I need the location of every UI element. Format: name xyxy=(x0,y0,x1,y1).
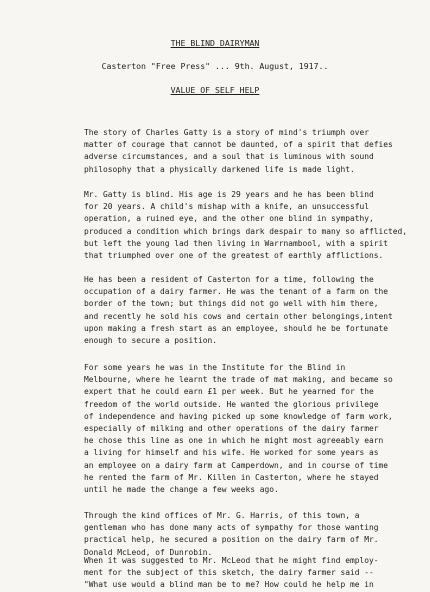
text-line: produced a condition which brings dark despair to many so afflicted, xyxy=(84,226,408,236)
text-line: practical help, he secured a position on the dairy farm of Mr. xyxy=(84,535,379,545)
text-line: occupation of a dairy farmer. He was the tenant of a farm on the xyxy=(84,287,389,297)
text-line: of independence and having picked up some knowledge of farm work, xyxy=(84,411,393,421)
text-line: The story of Charles Gatty is a story of mind's triumph over xyxy=(84,128,370,137)
paragraph-5 xyxy=(84,510,400,559)
text-line: but left the young lad then living in Warrnambool, with a spirit xyxy=(84,238,389,248)
text-line: operation, a ruined eye, and the other one blind in sympathy, xyxy=(84,214,374,224)
text-line: enough to secure a position. xyxy=(84,335,218,345)
text-line: for 20 years. A child's mishap with a knife, an unsuccessful xyxy=(84,202,370,212)
text-line: adverse circumstances, and a soul that is luminous with sound xyxy=(84,152,374,162)
text-line: a living for himself and his wife. He worked for some years as xyxy=(84,448,379,458)
text-line: upon making a fresh start as an employee, should he be fortunate xyxy=(84,323,389,333)
source-line: Casterton "Free Press" ... 9th. August, 1917.. xyxy=(101,61,329,71)
paragraph-1 xyxy=(84,127,400,176)
text-line: gentleman who has done many acts of sympathy for those wanting xyxy=(84,523,379,533)
text-line: philosophy that a physically darkened life is made light. xyxy=(84,164,355,174)
paragraph-6 xyxy=(84,555,400,592)
text-line: he chose this line as one in which he might most agreeably earn xyxy=(84,436,384,446)
text-line: that triumphed over one of the greatest of earthly afflictions. xyxy=(84,250,384,260)
text-line: "What use would a blind man be to me? How could he help me in xyxy=(84,580,374,590)
document-title: THE BLIND DAIRYMAN xyxy=(170,38,260,48)
text-line: ment for the subject of this sketch, the dairy farmer said -- xyxy=(84,568,374,578)
text-line: He has been a resident of Casterton for a time, following the xyxy=(84,275,374,284)
text-line: border of the town; but things did not go well with him there, xyxy=(84,299,379,309)
text-line: Mr. Gatty is blind. His age is 29 years and he has been blind xyxy=(84,190,374,199)
text-line: expert that he could earn £1 per week. But he yearned for the xyxy=(84,387,374,397)
paragraph-2 xyxy=(84,189,408,262)
text-line: Melbourne, where he learnt the trade of mat making, and became so xyxy=(84,375,393,385)
text-line: he rented the farm of Mr. Killen in Casterton, where he stayed xyxy=(84,472,379,482)
text-line: especially of milking and other operations of the dairy farmer xyxy=(84,423,379,433)
text-line: For some years he was in the Institute for the Blind in xyxy=(84,363,346,372)
text-line: When it was suggested to Mr. McLeod that he might find employ- xyxy=(84,556,379,565)
paragraph-3 xyxy=(84,274,400,347)
text-line: matter of courage that cannot be daunted, of a spirit that defies xyxy=(84,140,393,150)
text-line: freedom of the world outside. He wanted the glorious privilege xyxy=(84,399,379,409)
text-line: Through the kind offices of Mr. G. Harris, of this town, a xyxy=(84,511,360,520)
text-line: and recently he sold his cows and certain other belongings,intent xyxy=(84,311,393,321)
text-line: Donald McLeod, of Dunrobin. xyxy=(84,547,213,557)
paragraph-4 xyxy=(84,362,400,496)
text-line: until he made the change a few weeks ago. xyxy=(84,484,279,494)
article-heading: VALUE OF SELF HELP xyxy=(170,85,260,95)
text-line: an employee on a dairy farm at Camperdown, and in course of time xyxy=(84,460,389,470)
